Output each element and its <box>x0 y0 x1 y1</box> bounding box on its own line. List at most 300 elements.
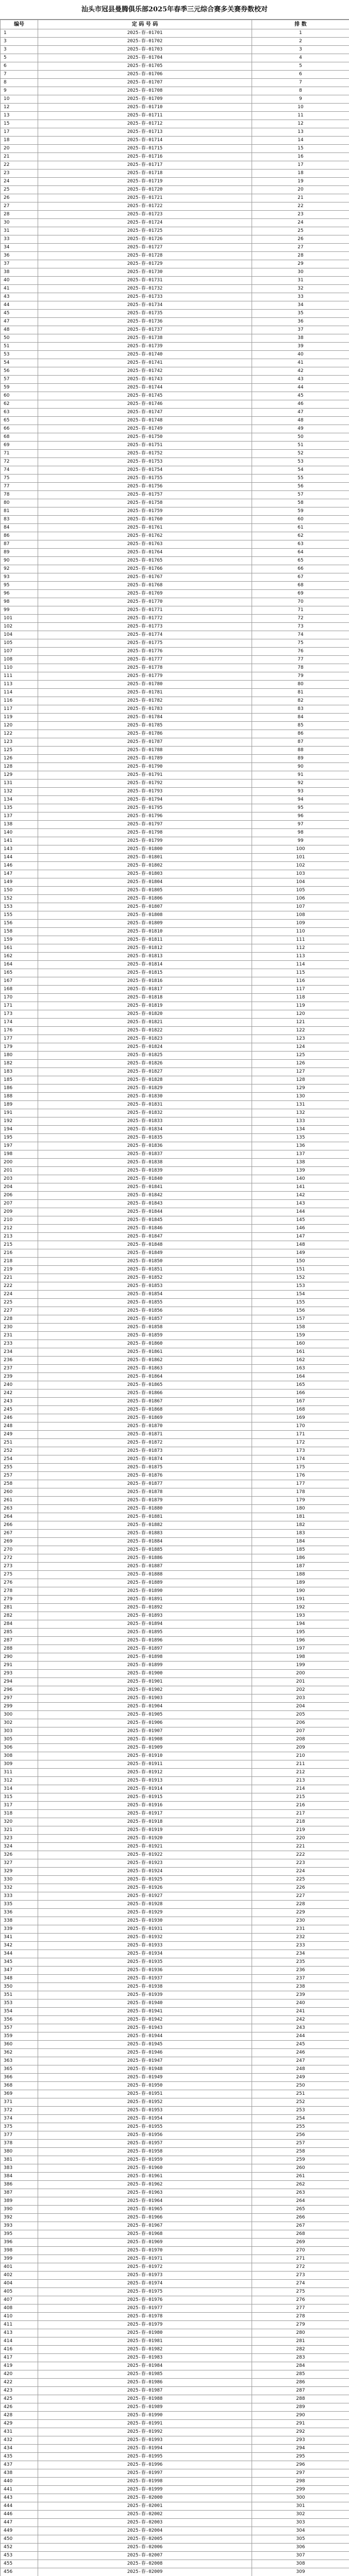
row-count: 193 <box>252 1612 349 1620</box>
row-count: 38 <box>252 334 349 343</box>
row-count: 32 <box>252 285 349 293</box>
table-row <box>1 499 349 507</box>
row-code: 2025-春-01978 <box>38 2313 252 2321</box>
row-number: 234 <box>1 1348 38 1357</box>
table-row <box>1 491 349 499</box>
row-code: 2025-春-01792 <box>38 779 252 788</box>
row-code: 2025-春-02003 <box>38 2519 252 2527</box>
row-number: 56 <box>1 367 38 376</box>
row-number: 230 <box>1 1324 38 1332</box>
row-code: 2025-春-01979 <box>38 2321 252 2329</box>
row-number: 132 <box>1 788 38 796</box>
row-code: 2025-春-01823 <box>38 1035 252 1043</box>
table-row <box>1 2412 349 2420</box>
row-code: 2025-春-01787 <box>38 738 252 747</box>
row-count: 291 <box>252 2420 349 2428</box>
row-code: 2025-春-01960 <box>38 2164 252 2173</box>
table-row <box>1 936 349 944</box>
table-row <box>1 862 349 870</box>
row-number: 378 <box>1 2140 38 2148</box>
row-count: 185 <box>252 1546 349 1554</box>
table-row <box>1 1084 349 1093</box>
table-row <box>1 1563 349 1571</box>
row-number: 6 <box>1 62 38 71</box>
row-code: 2025-春-01915 <box>38 1793 252 1802</box>
row-count: 207 <box>252 1727 349 1736</box>
row-count: 97 <box>252 821 349 829</box>
row-number: 165 <box>1 969 38 977</box>
row-count: 190 <box>252 1587 349 1596</box>
row-count: 256 <box>252 2131 349 2140</box>
table-row <box>1 2280 349 2288</box>
row-code: 2025-春-01795 <box>38 804 252 812</box>
row-number: 161 <box>1 944 38 953</box>
row-number: 264 <box>1 1513 38 1521</box>
header-number: 编号 <box>1 20 38 29</box>
table-row <box>1 2164 349 2173</box>
row-number: 339 <box>1 1925 38 1934</box>
row-code: 2025-春-01929 <box>38 1909 252 1917</box>
row-code: 2025-春-01937 <box>38 1975 252 1983</box>
row-count: 126 <box>252 1060 349 1068</box>
row-code: 2025-春-01966 <box>38 2214 252 2222</box>
table-row <box>1 137 349 145</box>
row-count: 307 <box>252 2552 349 2560</box>
row-code: 2025-春-01769 <box>38 590 252 598</box>
row-count: 276 <box>252 2296 349 2304</box>
row-code: 2025-春-01830 <box>38 1093 252 1101</box>
row-code: 2025-春-01993 <box>38 2436 252 2445</box>
row-number: 345 <box>1 1958 38 1967</box>
row-count: 127 <box>252 1068 349 1076</box>
row-count: 140 <box>252 1175 349 1183</box>
row-number: 89 <box>1 549 38 557</box>
table-row <box>1 1052 349 1060</box>
row-code: 2025-春-01786 <box>38 730 252 738</box>
row-count: 8 <box>252 87 349 95</box>
row-count: 34 <box>252 301 349 310</box>
row-number: 105 <box>1 639 38 648</box>
table-row <box>1 1818 349 1826</box>
table-row <box>1 71 349 79</box>
row-code: 2025-春-01904 <box>38 1703 252 1711</box>
row-number: 45 <box>1 310 38 318</box>
row-number: 177 <box>1 1035 38 1043</box>
table-row <box>1 1505 349 1513</box>
table-row <box>1 804 349 812</box>
row-number: 87 <box>1 540 38 549</box>
table-row <box>1 1925 349 1934</box>
row-code: 2025-春-01827 <box>38 1068 252 1076</box>
table-row <box>1 895 349 903</box>
table-row <box>1 1620 349 1629</box>
row-number: 420 <box>1 2370 38 2379</box>
row-code: 2025-春-01932 <box>38 1934 252 1942</box>
row-count: 13 <box>252 128 349 137</box>
row-code: 2025-春-01728 <box>38 252 252 260</box>
row-code: 2025-春-01923 <box>38 1859 252 1868</box>
table-row <box>1 1497 349 1505</box>
table-row <box>1 2263 349 2272</box>
row-number: 180 <box>1 1052 38 1060</box>
table-row <box>1 293 349 301</box>
row-code: 2025-春-01971 <box>38 2255 252 2263</box>
table-row <box>1 1455 349 1464</box>
table-row <box>1 582 349 590</box>
row-code: 2025-春-01961 <box>38 2173 252 2181</box>
row-number: 324 <box>1 1843 38 1851</box>
row-code: 2025-春-01853 <box>38 1282 252 1291</box>
row-count: 143 <box>252 1200 349 1208</box>
row-count: 30 <box>252 268 349 277</box>
table-row <box>1 1579 349 1587</box>
row-number: 315 <box>1 1793 38 1802</box>
table-row <box>1 837 349 845</box>
table-row <box>1 812 349 821</box>
row-count: 255 <box>252 2123 349 2131</box>
row-count: 261 <box>252 2173 349 2181</box>
row-count: 147 <box>252 1233 349 1241</box>
row-number: 192 <box>1 1117 38 1126</box>
row-count: 186 <box>252 1554 349 1563</box>
row-number: 263 <box>1 1505 38 1513</box>
table-row <box>1 1348 349 1357</box>
row-number: 437 <box>1 2461 38 2469</box>
row-code: 2025-春-01894 <box>38 1620 252 1629</box>
row-code: 2025-春-01864 <box>38 1373 252 1381</box>
row-count: 258 <box>252 2148 349 2156</box>
row-code: 2025-春-01930 <box>38 1917 252 1925</box>
row-number: 219 <box>1 1266 38 1274</box>
row-count: 222 <box>252 1851 349 1859</box>
table-row <box>1 1365 349 1373</box>
row-code: 2025-春-01962 <box>38 2181 252 2189</box>
table-row <box>1 2082 349 2090</box>
row-count: 274 <box>252 2280 349 2288</box>
row-code: 2025-春-01916 <box>38 1802 252 1810</box>
row-number: 41 <box>1 285 38 293</box>
row-number: 36 <box>1 252 38 260</box>
table-row <box>1 1917 349 1925</box>
row-number: 33 <box>1 235 38 244</box>
row-count: 244 <box>252 2032 349 2041</box>
row-count: 247 <box>252 2057 349 2065</box>
row-count: 131 <box>252 1101 349 1109</box>
row-number: 152 <box>1 895 38 903</box>
row-count: 156 <box>252 1307 349 1315</box>
row-code: 2025-春-01808 <box>38 911 252 920</box>
row-number: 125 <box>1 747 38 755</box>
table-row <box>1 2173 349 2181</box>
row-code: 2025-春-01921 <box>38 1843 252 1851</box>
row-number: 297 <box>1 1694 38 1703</box>
row-count: 272 <box>252 2263 349 2272</box>
table-row <box>1 1521 349 1530</box>
row-code: 2025-春-01901 <box>38 1678 252 1686</box>
row-number: 299 <box>1 1703 38 1711</box>
table-row <box>1 1785 349 1793</box>
row-count: 251 <box>252 2090 349 2098</box>
row-code: 2025-春-01771 <box>38 606 252 615</box>
table-row <box>1 1752 349 1760</box>
row-number: 357 <box>1 2024 38 2032</box>
row-count: 300 <box>252 2494 349 2502</box>
row-code: 2025-春-01703 <box>38 46 252 54</box>
row-count: 206 <box>252 1719 349 1727</box>
row-code: 2025-春-01997 <box>38 2469 252 2478</box>
row-code: 2025-春-01723 <box>38 211 252 219</box>
row-code: 2025-春-01871 <box>38 1431 252 1439</box>
table-row <box>1 2552 349 2560</box>
row-code: 2025-春-01906 <box>38 1719 252 1727</box>
row-code: 2025-春-01715 <box>38 145 252 153</box>
row-count: 168 <box>252 1406 349 1414</box>
row-count: 164 <box>252 1373 349 1381</box>
row-code: 2025-春-01958 <box>38 2148 252 2156</box>
table-row <box>1 1637 349 1645</box>
row-count: 88 <box>252 747 349 755</box>
row-number: 23 <box>1 170 38 178</box>
row-number: 290 <box>1 1653 38 1662</box>
row-code: 2025-春-01799 <box>38 837 252 845</box>
row-code: 2025-春-01729 <box>38 260 252 268</box>
row-number: 186 <box>1 1084 38 1093</box>
row-number: 293 <box>1 1670 38 1678</box>
table-row <box>1 2461 349 2469</box>
row-number: 333 <box>1 1892 38 1901</box>
table-row <box>1 928 349 936</box>
row-number: 398 <box>1 2247 38 2255</box>
row-code: 2025-春-01806 <box>38 895 252 903</box>
row-code: 2025-春-01890 <box>38 1587 252 1596</box>
row-count: 171 <box>252 1431 349 1439</box>
row-code: 2025-春-01998 <box>38 2478 252 2486</box>
table-row <box>1 1480 349 1488</box>
table-row <box>1 104 349 112</box>
row-count: 96 <box>252 812 349 821</box>
row-count: 215 <box>252 1793 349 1802</box>
row-number: 444 <box>1 2502 38 2511</box>
row-count: 12 <box>252 120 349 128</box>
row-number: 140 <box>1 829 38 837</box>
row-number: 426 <box>1 2403 38 2412</box>
row-code: 2025-春-01821 <box>38 1019 252 1027</box>
row-code: 2025-春-01824 <box>38 1043 252 1052</box>
row-code: 2025-春-01719 <box>38 178 252 186</box>
row-count: 288 <box>252 2395 349 2403</box>
table-row <box>1 202 349 211</box>
row-code: 2025-春-01740 <box>38 351 252 359</box>
row-number: 221 <box>1 1274 38 1282</box>
table-row <box>1 2527 349 2535</box>
row-count: 217 <box>252 1810 349 1818</box>
row-number: 179 <box>1 1043 38 1052</box>
row-code: 2025-春-01778 <box>38 664 252 672</box>
row-number: 171 <box>1 1002 38 1010</box>
row-number: 329 <box>1 1868 38 1876</box>
table-row <box>1 343 349 351</box>
row-number: 113 <box>1 681 38 689</box>
table-row <box>1 46 349 54</box>
row-code: 2025-春-01791 <box>38 771 252 779</box>
row-code: 2025-春-01967 <box>38 2222 252 2230</box>
row-count: 292 <box>252 2428 349 2436</box>
row-count: 132 <box>252 1109 349 1117</box>
row-number: 450 <box>1 2535 38 2544</box>
row-code: 2025-春-01898 <box>38 1653 252 1662</box>
row-code: 2025-春-01742 <box>38 367 252 376</box>
row-code: 2025-春-01920 <box>38 1835 252 1843</box>
row-code: 2025-春-01972 <box>38 2263 252 2272</box>
table-row <box>1 2560 349 2568</box>
row-number: 117 <box>1 705 38 714</box>
row-code: 2025-春-01707 <box>38 79 252 87</box>
row-number: 3 <box>1 46 38 54</box>
row-number: 81 <box>1 507 38 516</box>
row-number: 203 <box>1 1175 38 1183</box>
row-code: 2025-春-01784 <box>38 714 252 722</box>
table-row <box>1 1142 349 1150</box>
row-number: 302 <box>1 1719 38 1727</box>
row-number: 119 <box>1 714 38 722</box>
row-number: 407 <box>1 2296 38 2304</box>
row-code: 2025-春-01810 <box>38 928 252 936</box>
row-code: 2025-春-01790 <box>38 763 252 771</box>
row-number: 350 <box>1 1983 38 1991</box>
row-number: 156 <box>1 920 38 928</box>
table-row <box>1 120 349 128</box>
table-row <box>1 606 349 615</box>
row-number: 435 <box>1 2453 38 2461</box>
row-number: 80 <box>1 499 38 507</box>
row-count: 61 <box>252 524 349 532</box>
row-count: 278 <box>252 2313 349 2321</box>
row-code: 2025-春-01999 <box>38 2486 252 2494</box>
row-number: 147 <box>1 870 38 878</box>
row-number: 138 <box>1 821 38 829</box>
row-count: 204 <box>252 1703 349 1711</box>
row-number: 9 <box>1 87 38 95</box>
table-row <box>1 821 349 829</box>
row-number: 417 <box>1 2354 38 2362</box>
table-row <box>1 722 349 730</box>
row-number: 335 <box>1 1901 38 1909</box>
row-number: 25 <box>1 186 38 194</box>
row-count: 275 <box>252 2288 349 2296</box>
row-count: 99 <box>252 837 349 845</box>
row-code: 2025-春-01849 <box>38 1249 252 1258</box>
row-number: 65 <box>1 417 38 425</box>
row-count: 225 <box>252 1876 349 1884</box>
table-row <box>1 178 349 186</box>
row-number: 317 <box>1 1802 38 1810</box>
row-number: 303 <box>1 1727 38 1736</box>
row-count: 224 <box>252 1868 349 1876</box>
table-row <box>1 1901 349 1909</box>
row-number: 342 <box>1 1942 38 1950</box>
table-row <box>1 2008 349 2016</box>
row-number: 37 <box>1 260 38 268</box>
table-row <box>1 227 349 235</box>
row-code: 2025-春-01934 <box>38 1950 252 1958</box>
row-count: 173 <box>252 1447 349 1455</box>
row-count: 170 <box>252 1422 349 1431</box>
row-number: 272 <box>1 1554 38 1563</box>
row-code: 2025-春-02007 <box>38 2552 252 2560</box>
table-row <box>1 2197 349 2206</box>
row-count: 267 <box>252 2222 349 2230</box>
table-row <box>1 1596 349 1604</box>
table-row <box>1 1431 349 1439</box>
row-count: 228 <box>252 1901 349 1909</box>
row-count: 122 <box>252 1027 349 1035</box>
row-number: 411 <box>1 2321 38 2329</box>
row-count: 232 <box>252 1934 349 1942</box>
row-code: 2025-春-01927 <box>38 1892 252 1901</box>
row-code: 2025-春-01794 <box>38 796 252 804</box>
row-number: 242 <box>1 1389 38 1398</box>
table-row <box>1 2387 349 2395</box>
table-row <box>1 458 349 466</box>
table-row <box>1 2313 349 2321</box>
row-code: 2025-春-01869 <box>38 1414 252 1422</box>
row-code: 2025-春-01954 <box>38 2115 252 2123</box>
row-count: 303 <box>252 2519 349 2527</box>
row-count: 252 <box>252 2098 349 2107</box>
row-code: 2025-春-01701 <box>38 29 252 38</box>
row-count: 265 <box>252 2206 349 2214</box>
row-code: 2025-春-01858 <box>38 1324 252 1332</box>
row-count: 40 <box>252 351 349 359</box>
table-row <box>1 1826 349 1835</box>
table-row <box>1 2511 349 2519</box>
row-code: 2025-春-01725 <box>38 227 252 235</box>
row-code: 2025-春-01874 <box>38 1455 252 1464</box>
row-number: 428 <box>1 2412 38 2420</box>
row-code: 2025-春-01917 <box>38 1810 252 1818</box>
row-code: 2025-春-01818 <box>38 994 252 1002</box>
row-code: 2025-春-01980 <box>38 2329 252 2337</box>
row-number: 92 <box>1 565 38 573</box>
table-row <box>1 1398 349 1406</box>
table-row <box>1 1983 349 1991</box>
row-count: 103 <box>252 870 349 878</box>
table-row <box>1 590 349 598</box>
row-count: 179 <box>252 1497 349 1505</box>
row-count: 289 <box>252 2403 349 2412</box>
table-row <box>1 1291 349 1299</box>
row-count: 134 <box>252 1126 349 1134</box>
row-number: 189 <box>1 1101 38 1109</box>
table-row <box>1 1381 349 1389</box>
row-number: 206 <box>1 1192 38 1200</box>
row-code: 2025-春-01955 <box>38 2123 252 2131</box>
row-count: 19 <box>252 178 349 186</box>
row-count: 136 <box>252 1142 349 1150</box>
table-row <box>1 1027 349 1035</box>
row-code: 2025-春-01857 <box>38 1315 252 1324</box>
table-row <box>1 1200 349 1208</box>
table-row <box>1 2049 349 2057</box>
row-code: 2025-春-01855 <box>38 1299 252 1307</box>
table-row <box>1 79 349 87</box>
row-count: 152 <box>252 1274 349 1282</box>
table-row <box>1 697 349 705</box>
table-row <box>1 986 349 994</box>
row-count: 293 <box>252 2436 349 2445</box>
table-row <box>1 1447 349 1455</box>
row-number: 71 <box>1 450 38 458</box>
